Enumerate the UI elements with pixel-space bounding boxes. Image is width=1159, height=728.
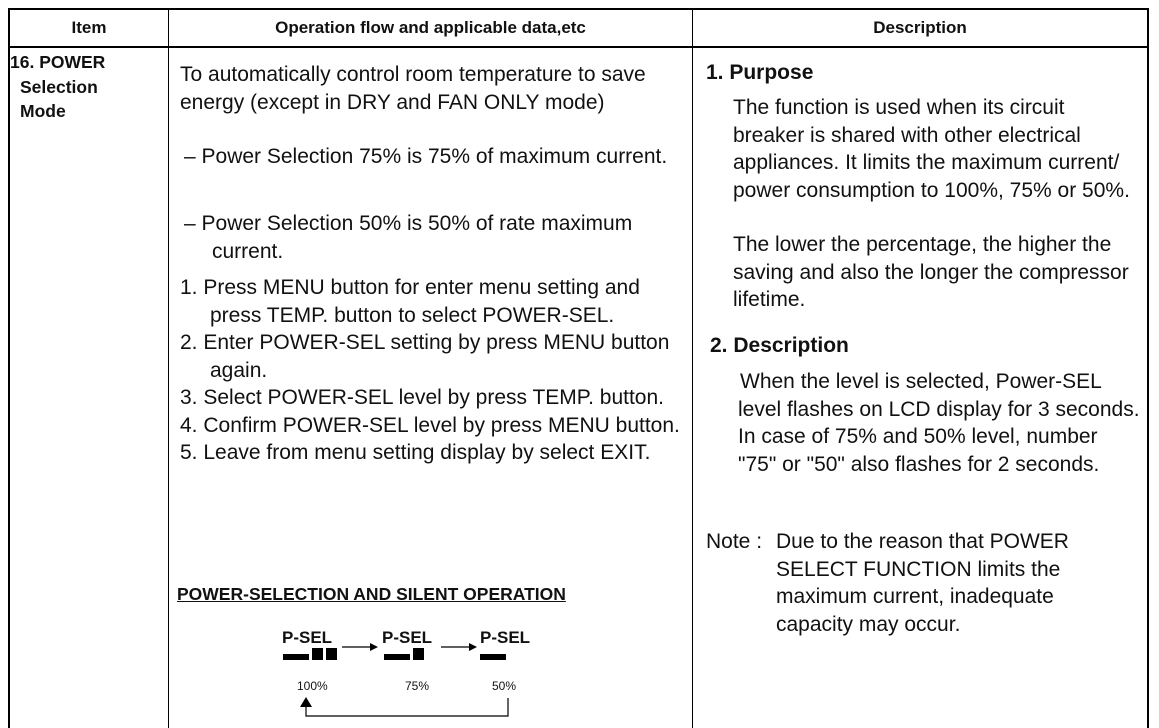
flow-step: 3. Select POWER-SEL level by press TEMP. button. [180,386,664,409]
right-arrow-icon [342,640,378,654]
purpose-heading: 1. Purpose [706,61,814,84]
header-item: Item [71,18,107,37]
level-bar-segment [413,648,424,660]
flow-step: 1. Press MENU button for enter menu setting and press TEMP. button to select POWER-SEL. [180,276,640,327]
flow-step: 2. Enter POWER-SEL setting by press MENU button again. [180,331,670,382]
psel-label-100: P-SEL [282,628,333,647]
item-name-line2: Selection [20,76,98,97]
level-label-75: 75% [405,679,430,693]
column-divider [692,10,693,728]
column-divider [168,10,169,728]
flow-intro: To automatically control room temperature to save energy (except in DRY and FAN ONLY mode) [180,63,646,114]
note-label: Note : [706,530,763,553]
item-number: 16. POWER [10,52,106,72]
right-arrow-icon [441,640,477,654]
flow-bullet-50: – Power Selection 50% is 50% of rate maximum current. [184,212,633,263]
level-bar-segment [326,648,337,660]
diagram-title: POWER-SELECTION AND SILENT OPERATION [177,584,566,604]
level-bar-segment [283,654,309,660]
description-text: When the level is selected, Power-SEL level flashes on LCD display for 3 seconds. In case of 75% and 50% level, number "75" or "50" also flashes for 2 seconds. [738,370,1140,476]
flow-step: 4. Confirm POWER-SEL level by press MENU button. [180,413,680,437]
flow-step: 5. Leave from menu setting display by select EXIT. [180,441,651,464]
flow-steps-list [180,274,680,467]
level-label-100: 100% [297,679,328,693]
header-description: Description [873,18,967,37]
header-operation-flow: Operation flow and applicable data,etc [275,18,586,37]
description-heading: 2. Description [710,334,849,357]
item-cell [10,50,105,124]
psel-label-50: P-SEL [480,628,531,647]
item-name-line3: Mode [20,101,66,121]
note-text: Due to the reason that POWER SELECT FUNCTION limits the maximum current, inadequate capacity may occur. [776,530,1069,636]
flow-bullet-75: – Power Selection 75% is 75% of maximum current. [184,145,668,168]
psel-label-75: P-SEL [382,628,433,647]
level-bar-segment [312,648,323,660]
level-bar-segment [384,654,410,660]
purpose-text: The function is used when its circuit breaker is shared with other electrical appliances. It limits the maximum current/ power consumption to 100%, 75% or 50%. [733,96,1130,202]
purpose-text-2: The lower the percentage, the higher the saving and also the longer the compressor lifetime. [733,233,1129,311]
level-label-50: 50% [492,679,517,693]
header-divider [10,46,1147,48]
level-bar-segment [480,654,506,660]
return-arrow-icon [298,696,514,720]
